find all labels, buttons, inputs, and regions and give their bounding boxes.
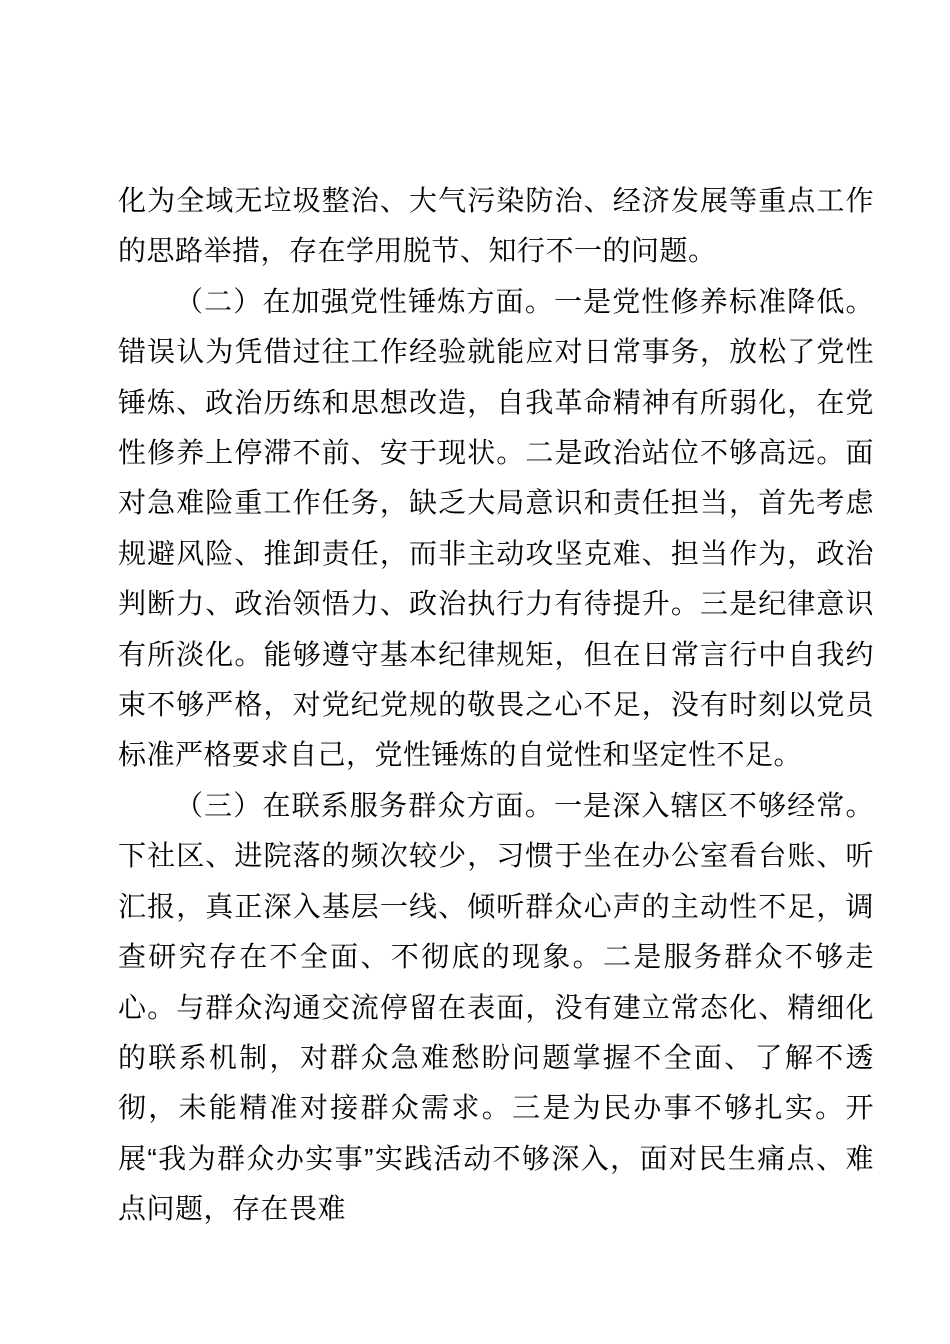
paragraph-section-3: （三）在联系服务群众方面。一是深入辖区不够经常。下社区、进院落的频次较少，习惯于坐在办公室看台账、听汇报，真正深入基层一线、倾听群众心声的主动性不足，调查研究存在不全面、不彻底的现象。二是服务群众不够走心。与群众沟通交流停留在表面，没有建立常态化、精细化的联系机制，对群众急难愁盼问题掌握不全面、了解不透彻，未能精准对接群众需求。三是为民办事不够扎实。开展“我为群众办实事”实践活动不够深入，面对民生痛点、难点问题，存在畏难 [118, 789, 874, 1225]
paragraph-section-2: （二）在加强党性锤炼方面。一是党性修养标准降低。错误认为凭借过往工作经验就能应对日常事务，放松了党性锤炼、政治历练和思想改造，自我革命精神有所弱化，在党性修养上停滞不前、安于现状。二是政治站位不够高远。面对急难险重工作任务，缺乏大局意识和责任担当，首先考虑规避风险、推卸责任，而非主动攻坚克难、担当作为，政治判断力、政治领悟力、政治执行力有待提升。三是纪律意识有所淡化。能够遵守基本纪律规矩，但在日常言行中自我约束不够严格，对党纪党规的敬畏之心不足，没有时刻以党员标准严格要求自己，党性锤炼的自觉性和坚定性不足。 [118, 285, 874, 771]
paragraph-continuation: 化为全域无垃圾整治、大气污染防治、经济发展等重点工作的思路举措，存在学用脱节、知行不一的问题。 [118, 185, 874, 267]
